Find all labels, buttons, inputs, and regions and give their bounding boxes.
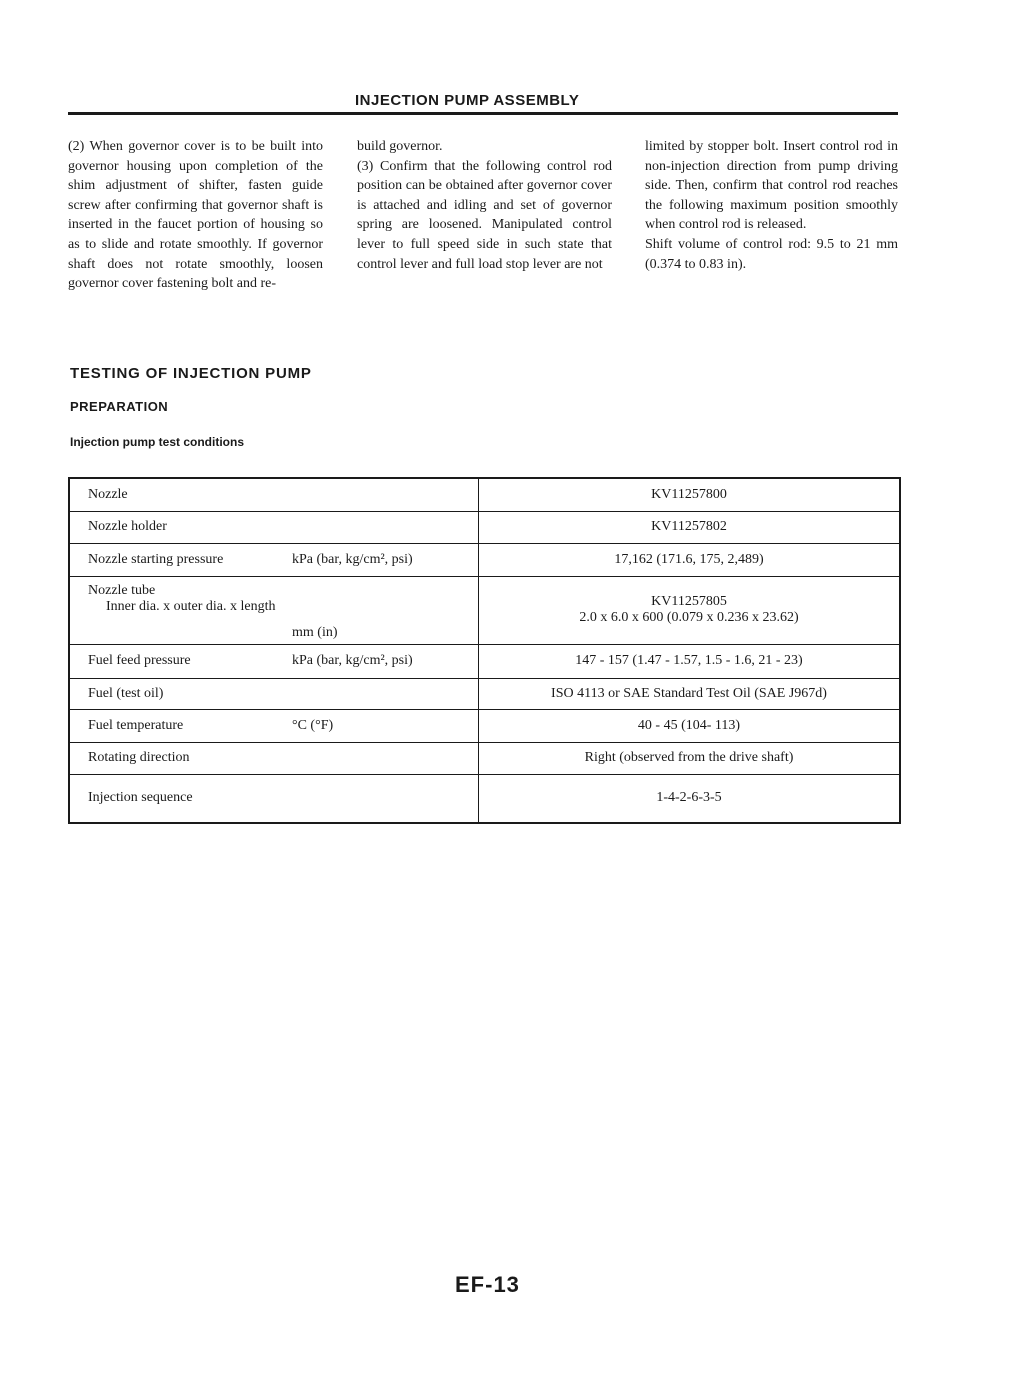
table-row (69, 576, 900, 644)
row-value: 147 - 157 (1.47 - 1.57, 1.5 - 1.6, 21 - 23) (479, 644, 901, 678)
text-column-1 (68, 137, 323, 294)
table-row (69, 644, 900, 678)
test-conditions-table (68, 477, 901, 824)
page-header-title: INJECTION PUMP ASSEMBLY (355, 92, 580, 109)
row-sub-label: Inner dia. x outer dia. x length (106, 598, 276, 614)
paragraph: (2) When governor cover is to be built into governor housing upon completion of the shim adjustment of shifter, fasten guide screw after confirming that governor shaft is inserted in the faucet portion of housing so as to slide and rotate smoothly. If governor shaft does not rotate smoothly, loosen governor cover fastening bolt and re- (68, 139, 323, 292)
paragraph: Shift volume of control rod: 9.5 to 21 mm (0.374 to 0.83 in). (645, 236, 898, 272)
row-unit: mm (in) (292, 624, 338, 640)
row-label: Rotating direction (69, 742, 479, 774)
table-row (69, 511, 900, 543)
header-rule (68, 112, 898, 115)
page-number: EF-13 (455, 1272, 520, 1297)
table-row (69, 742, 900, 774)
section-subtitle: PREPARATION (70, 399, 169, 414)
row-value: 17,162 (171.6, 175, 2,489) (479, 543, 901, 576)
paragraph: limited by stopper bolt. Insert control rod in non-injection direction from pump driving side. Then, confirm that control rod reaches the following maximum position smoothly when control rod is released. (645, 139, 898, 233)
text-column-2 (357, 137, 612, 274)
table-row (69, 709, 900, 742)
row-label: Fuel temperature °C (°F) (69, 709, 479, 742)
row-label: Nozzle starting pressure kPa (bar, kg/cm², psi) (69, 543, 479, 576)
row-label: Nozzle (69, 478, 479, 511)
table-row (69, 678, 900, 709)
row-label: Injection sequence (69, 774, 479, 823)
table-caption: Injection pump test conditions (70, 435, 244, 449)
row-label: Fuel (test oil) (69, 678, 479, 709)
row-value: KV11257805 2.0 x 6.0 x 600 (0.079 x 0.236 x 23.62) (479, 576, 901, 644)
row-value: KV11257802 (479, 511, 901, 543)
table-row (69, 478, 900, 511)
section-title: TESTING OF INJECTION PUMP (70, 365, 312, 382)
row-label: Nozzle tube Inner dia. x outer dia. x length mm (in) (69, 576, 479, 644)
row-value: ISO 4113 or SAE Standard Test Oil (SAE J967d) (479, 678, 901, 709)
paragraph: build governor. (357, 139, 443, 154)
table-row (69, 543, 900, 576)
paragraph: (3) Confirm that the following control rod position can be obtained after governor cover is attached and idling and set of governor spring are loosened. Manipulated control lever to full speed side in such state that control lever and full load stop lever are not (357, 158, 612, 272)
row-label: Fuel feed pressure kPa (bar, kg/cm², psi) (69, 644, 479, 678)
text-column-3 (645, 137, 898, 274)
row-unit: kPa (bar, kg/cm², psi) (292, 653, 413, 668)
row-value: Right (observed from the drive shaft) (479, 742, 901, 774)
row-unit: kPa (bar, kg/cm², psi) (292, 551, 413, 567)
row-unit: °C (°F) (292, 717, 334, 733)
row-value: 1-4-2-6-3-5 (479, 774, 901, 823)
table-row (69, 774, 900, 823)
row-value: 40 - 45 (104- 113) (479, 709, 901, 742)
row-value: KV11257800 (479, 478, 901, 511)
row-label: Nozzle holder (69, 511, 479, 543)
